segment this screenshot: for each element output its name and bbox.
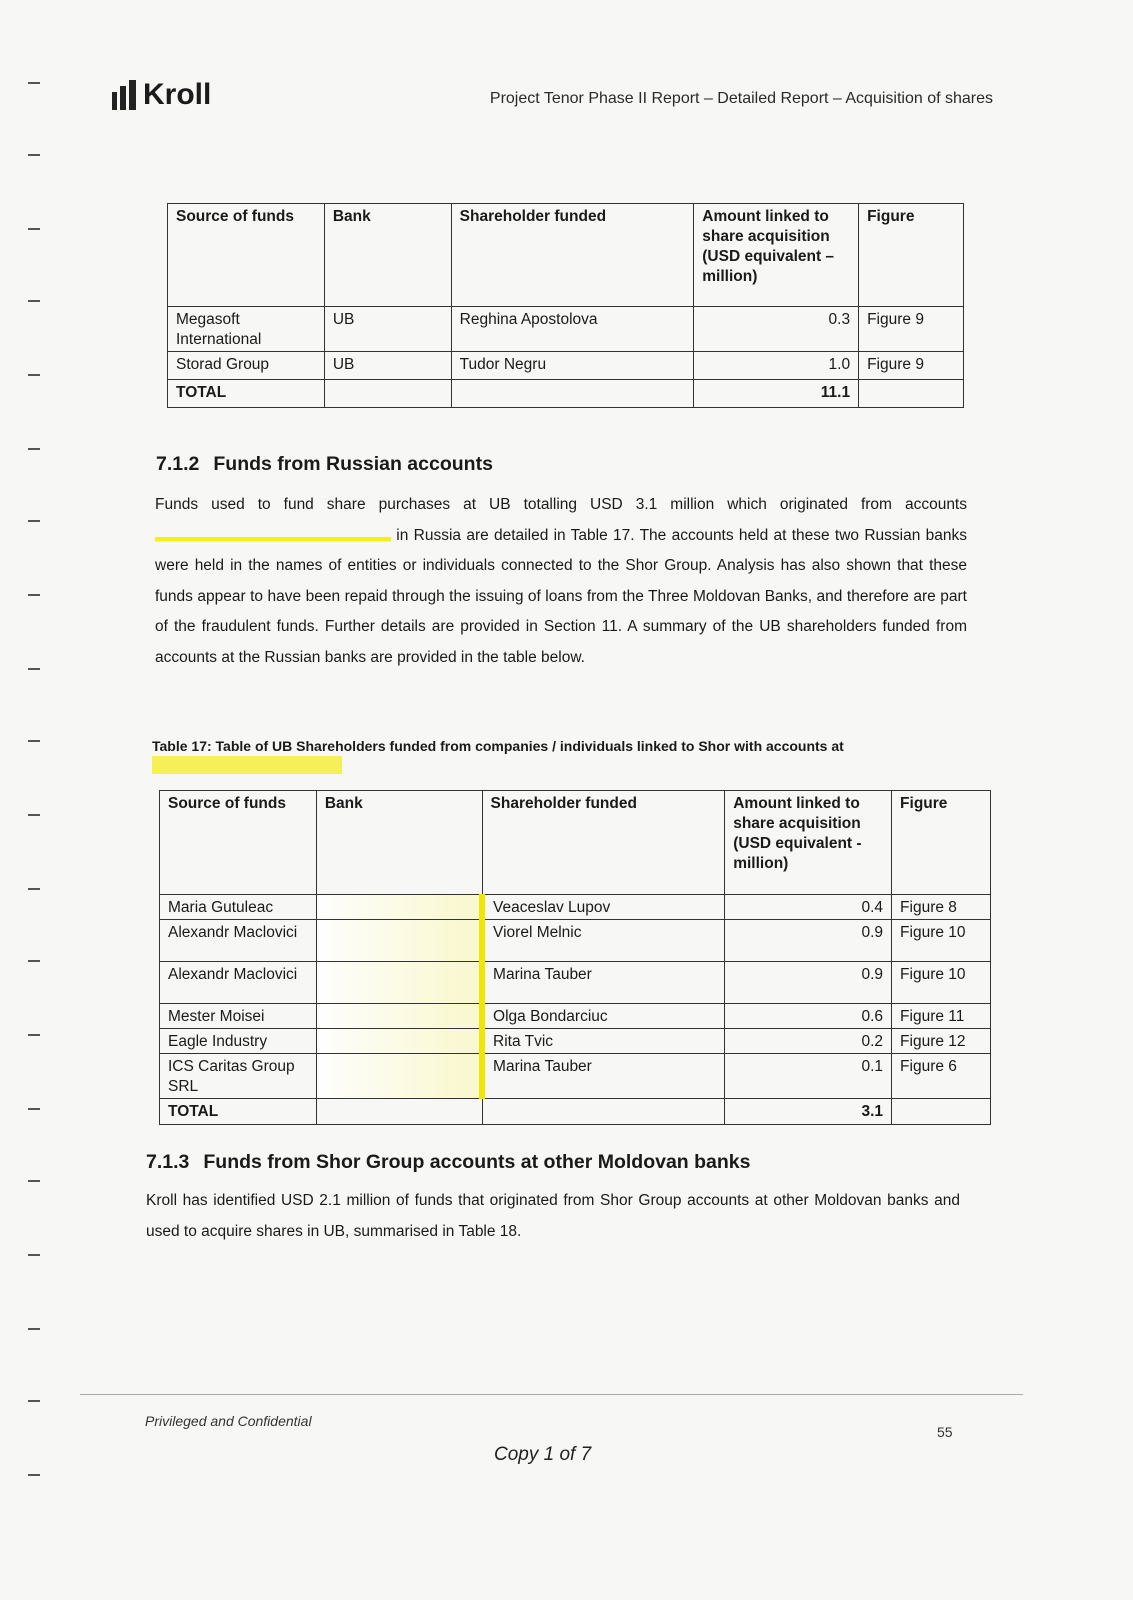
cell-shareholder: Olga Bondarciuc bbox=[482, 1004, 725, 1029]
caption-text: Table 17: Table of UB Shareholders funded from companies / individuals linked to Shor with accounts at bbox=[152, 738, 844, 754]
cell-source: Storad Group bbox=[168, 352, 325, 380]
col-header: Figure bbox=[892, 791, 991, 895]
col-header: Amount linked to share acquisition (USD equivalent - million) bbox=[725, 791, 892, 895]
total-amount: 11.1 bbox=[694, 380, 859, 408]
col-header: Shareholder funded bbox=[482, 791, 725, 895]
cell-source: Megasoft International bbox=[168, 307, 325, 352]
cell-shareholder: Viorel Melnic bbox=[482, 920, 725, 962]
cell-figure: Figure 9 bbox=[859, 352, 964, 380]
logo-bars-icon bbox=[112, 80, 139, 110]
section-7-1-3-paragraph: Kroll has identified USD 2.1 million of funds that originated from Shor Group accounts at other Moldovan banks and used to acquire shares in UB, summarised in Table 18. bbox=[146, 1192, 960, 1240]
section-title: Funds from Russian accounts bbox=[213, 453, 493, 475]
table-row bbox=[160, 1029, 991, 1054]
table-row bbox=[160, 920, 991, 962]
cell-source: Maria Gutuleac bbox=[160, 895, 317, 920]
cell-amount: 0.6 bbox=[725, 1004, 892, 1029]
section-heading-7-1-2 bbox=[156, 453, 493, 476]
cell-amount: 0.1 bbox=[725, 1054, 892, 1099]
col-header: Source of funds bbox=[160, 791, 317, 895]
cell-figure: Figure 11 bbox=[892, 1004, 991, 1029]
binder-marks bbox=[28, 80, 42, 1500]
cell-figure: Figure 10 bbox=[892, 962, 991, 1004]
cell-shareholder: Tudor Negru bbox=[451, 352, 694, 380]
cell-source: Eagle Industry bbox=[160, 1029, 317, 1054]
section-title: Funds from Shor Group accounts at other Moldovan banks bbox=[203, 1151, 751, 1173]
cell-bank-redacted bbox=[316, 920, 482, 962]
cell-source: Mester Moisei bbox=[160, 1004, 317, 1029]
table-total-row bbox=[168, 380, 964, 408]
cell-empty bbox=[316, 1099, 482, 1125]
cell-figure: Figure 9 bbox=[859, 307, 964, 352]
cell-bank-redacted bbox=[316, 1004, 482, 1029]
logo-text: Kroll bbox=[143, 78, 212, 111]
cell-amount: 0.4 bbox=[725, 895, 892, 920]
col-header: Amount linked to share acquisition (USD equivalent – million) bbox=[694, 204, 859, 307]
page-number: 55 bbox=[937, 1424, 953, 1440]
table-row bbox=[160, 1004, 991, 1029]
table-17 bbox=[159, 790, 991, 1125]
col-header: Figure bbox=[859, 204, 964, 307]
cell-shareholder: Veaceslav Lupov bbox=[482, 895, 725, 920]
table-row bbox=[160, 1054, 991, 1099]
section-number: 7.1.3 bbox=[146, 1151, 190, 1173]
table-top bbox=[167, 203, 964, 408]
table-row bbox=[168, 352, 964, 380]
cell-source: ICS Caritas Group SRL bbox=[160, 1054, 317, 1099]
section-heading-7-1-3 bbox=[146, 1151, 751, 1174]
cell-source: Alexandr Maclovici bbox=[160, 920, 317, 962]
page-header bbox=[112, 78, 993, 118]
cell-figure: Figure 8 bbox=[892, 895, 991, 920]
cell-bank: UB bbox=[324, 352, 451, 380]
cell-figure: Figure 10 bbox=[892, 920, 991, 962]
cell-empty bbox=[324, 380, 451, 408]
col-header: Shareholder funded bbox=[451, 204, 694, 307]
table-total-row bbox=[160, 1099, 991, 1125]
col-header: Source of funds bbox=[168, 204, 325, 307]
section-number: 7.1.2 bbox=[156, 453, 200, 475]
kroll-logo bbox=[112, 78, 211, 112]
cell-empty bbox=[451, 380, 694, 408]
cell-bank-redacted bbox=[316, 962, 482, 1004]
cell-figure: Figure 12 bbox=[892, 1029, 991, 1054]
paragraph-text: in Russia are detailed in Table 17. The accounts held at these two Russian banks were held in the names of entities or individuals connected to the Shor Group. Analysis has also shown that these funds appear to have been repaid through the issuing of loans from the Three Moldovan Banks, and therefore are part of the fraudulent funds. Further details are provided in Section 11. A summary of the UB shareholders funded from accounts at the Russian banks are provided in the table below. bbox=[155, 526, 967, 666]
total-label: TOTAL bbox=[160, 1099, 317, 1125]
cell-shareholder: Reghina Apostolova bbox=[451, 307, 694, 352]
cell-source: Alexandr Maclovici bbox=[160, 962, 317, 1004]
cell-figure: Figure 6 bbox=[892, 1054, 991, 1099]
redaction-mark bbox=[152, 756, 342, 774]
footer-divider bbox=[80, 1394, 1023, 1395]
copy-note: Copy 1 of 7 bbox=[494, 1444, 592, 1465]
table-17-caption bbox=[152, 737, 966, 774]
total-amount: 3.1 bbox=[725, 1099, 892, 1125]
cell-amount: 0.2 bbox=[725, 1029, 892, 1054]
total-label: TOTAL bbox=[168, 380, 325, 408]
col-header: Bank bbox=[324, 204, 451, 307]
cell-empty bbox=[892, 1099, 991, 1125]
cell-bank-redacted bbox=[316, 1029, 482, 1054]
cell-amount: 0.9 bbox=[725, 920, 892, 962]
cell-shareholder: Marina Tauber bbox=[482, 1054, 725, 1099]
redaction-mark bbox=[155, 526, 391, 544]
table-row bbox=[160, 895, 991, 920]
cell-empty bbox=[859, 380, 964, 408]
header-title: Project Tenor Phase II Report – Detailed Report – Acquisition of shares bbox=[489, 90, 993, 107]
section-7-1-2-paragraph bbox=[155, 490, 967, 673]
table-row bbox=[160, 962, 991, 1004]
cell-amount: 0.3 bbox=[694, 307, 859, 352]
cell-bank: UB bbox=[324, 307, 451, 352]
table-header-row bbox=[160, 791, 991, 895]
table-header-row bbox=[168, 204, 964, 307]
footer-confidential: Privileged and Confidential bbox=[145, 1413, 312, 1429]
paragraph-text: Funds used to fund share purchases at UB totalling USD 3.1 million which originated from accounts bbox=[155, 496, 967, 513]
cell-shareholder: Marina Tauber bbox=[482, 962, 725, 1004]
cell-empty bbox=[482, 1099, 725, 1125]
cell-amount: 0.9 bbox=[725, 962, 892, 1004]
col-header: Bank bbox=[316, 791, 482, 895]
cell-amount: 1.0 bbox=[694, 352, 859, 380]
cell-shareholder: Rita Tvic bbox=[482, 1029, 725, 1054]
cell-bank-redacted bbox=[316, 1054, 482, 1099]
table-row bbox=[168, 307, 964, 352]
cell-bank-redacted bbox=[316, 895, 482, 920]
